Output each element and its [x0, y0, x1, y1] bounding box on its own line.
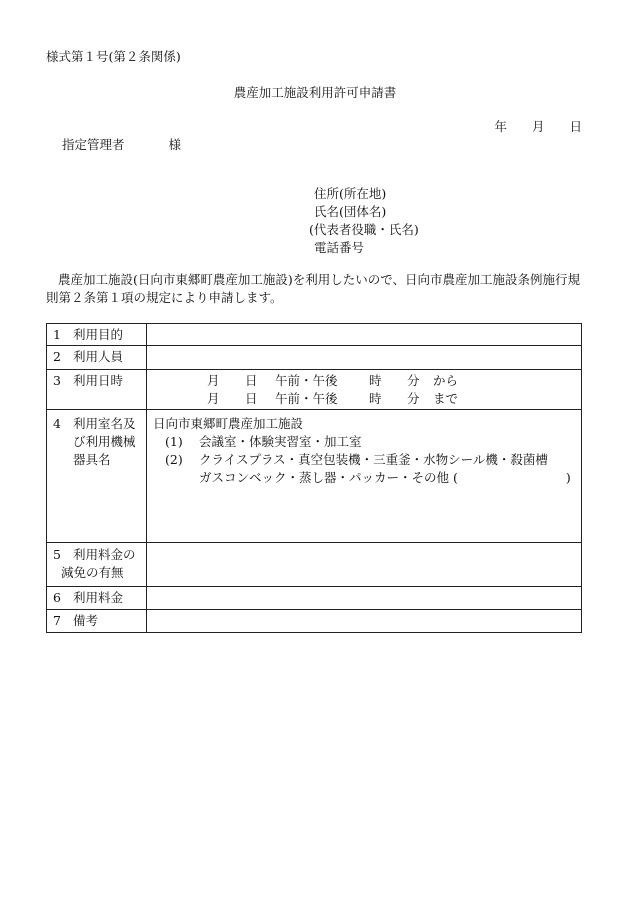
fee-field[interactable] [147, 587, 582, 610]
datetime-field[interactable] [147, 370, 582, 410]
row-label: 6 利用料金 [47, 587, 147, 610]
date-year: 年 [494, 119, 507, 134]
addressee-manager: 指定管理者 [62, 137, 125, 152]
application-statement: 農産加工施設(日向市東郷町農産加工施設)を利用したいので、日向市農産加工施設条例施行規則第２条第１項の規定により申請します。 [46, 272, 581, 305]
row-label: 4 利用室名及び利用機械器具名 [47, 410, 147, 543]
rooms-field[interactable] [147, 410, 582, 543]
purpose-field[interactable] [147, 324, 582, 346]
datetime-from-row: 月 日 午前・午後 時 分 から [207, 373, 459, 388]
addressee-suffix: 様 [168, 137, 182, 152]
date-day: 日 [569, 119, 582, 134]
table-row [47, 410, 582, 543]
facility-name: 日向市東郷町農産加工施設 [153, 416, 304, 431]
row-label: 7 備考 [47, 610, 147, 633]
table-row [47, 587, 582, 610]
remarks-field[interactable] [147, 610, 582, 633]
table-row [47, 346, 582, 370]
table-row [47, 370, 582, 410]
row-label: 1 利用目的 [47, 324, 147, 346]
document-title: 農産加工施設利用許可申請書 [233, 85, 397, 100]
addressee [62, 135, 181, 153]
row-label: 2 利用人員 [47, 346, 147, 370]
datetime-to-row: 月 日 午前・午後 時 分 まで [207, 391, 459, 406]
table-row [47, 610, 582, 633]
list-item: (2) クライスプラス・真空包装機・三重釜・水物シール機・殺菌槽 ガスコンベック・蒸し器・パッカー・その他 ( ) [165, 452, 571, 485]
applicant-address-label: 住所(所在地) [314, 186, 387, 201]
table-row [47, 543, 582, 587]
fee-exemption-field[interactable] [147, 543, 582, 587]
table-row [47, 324, 582, 346]
applicant-phone-label: 電話番号 [314, 240, 365, 255]
persons-field[interactable] [147, 346, 582, 370]
application-table [46, 323, 582, 633]
list-item: (1) 会議室・体験実習室・加工室 [165, 434, 362, 449]
form-number: 様式第１号(第２条関係) [46, 49, 181, 64]
applicant-representative-label: (代表者役職・氏名) [309, 222, 419, 237]
row-label: 5 利用料金の減免の有無 [47, 543, 147, 587]
row-label: 3 利用日時 [47, 370, 147, 410]
date-month: 月 [531, 119, 545, 134]
applicant-name-label: 氏名(団体名) [314, 204, 387, 219]
date-line [469, 117, 582, 135]
